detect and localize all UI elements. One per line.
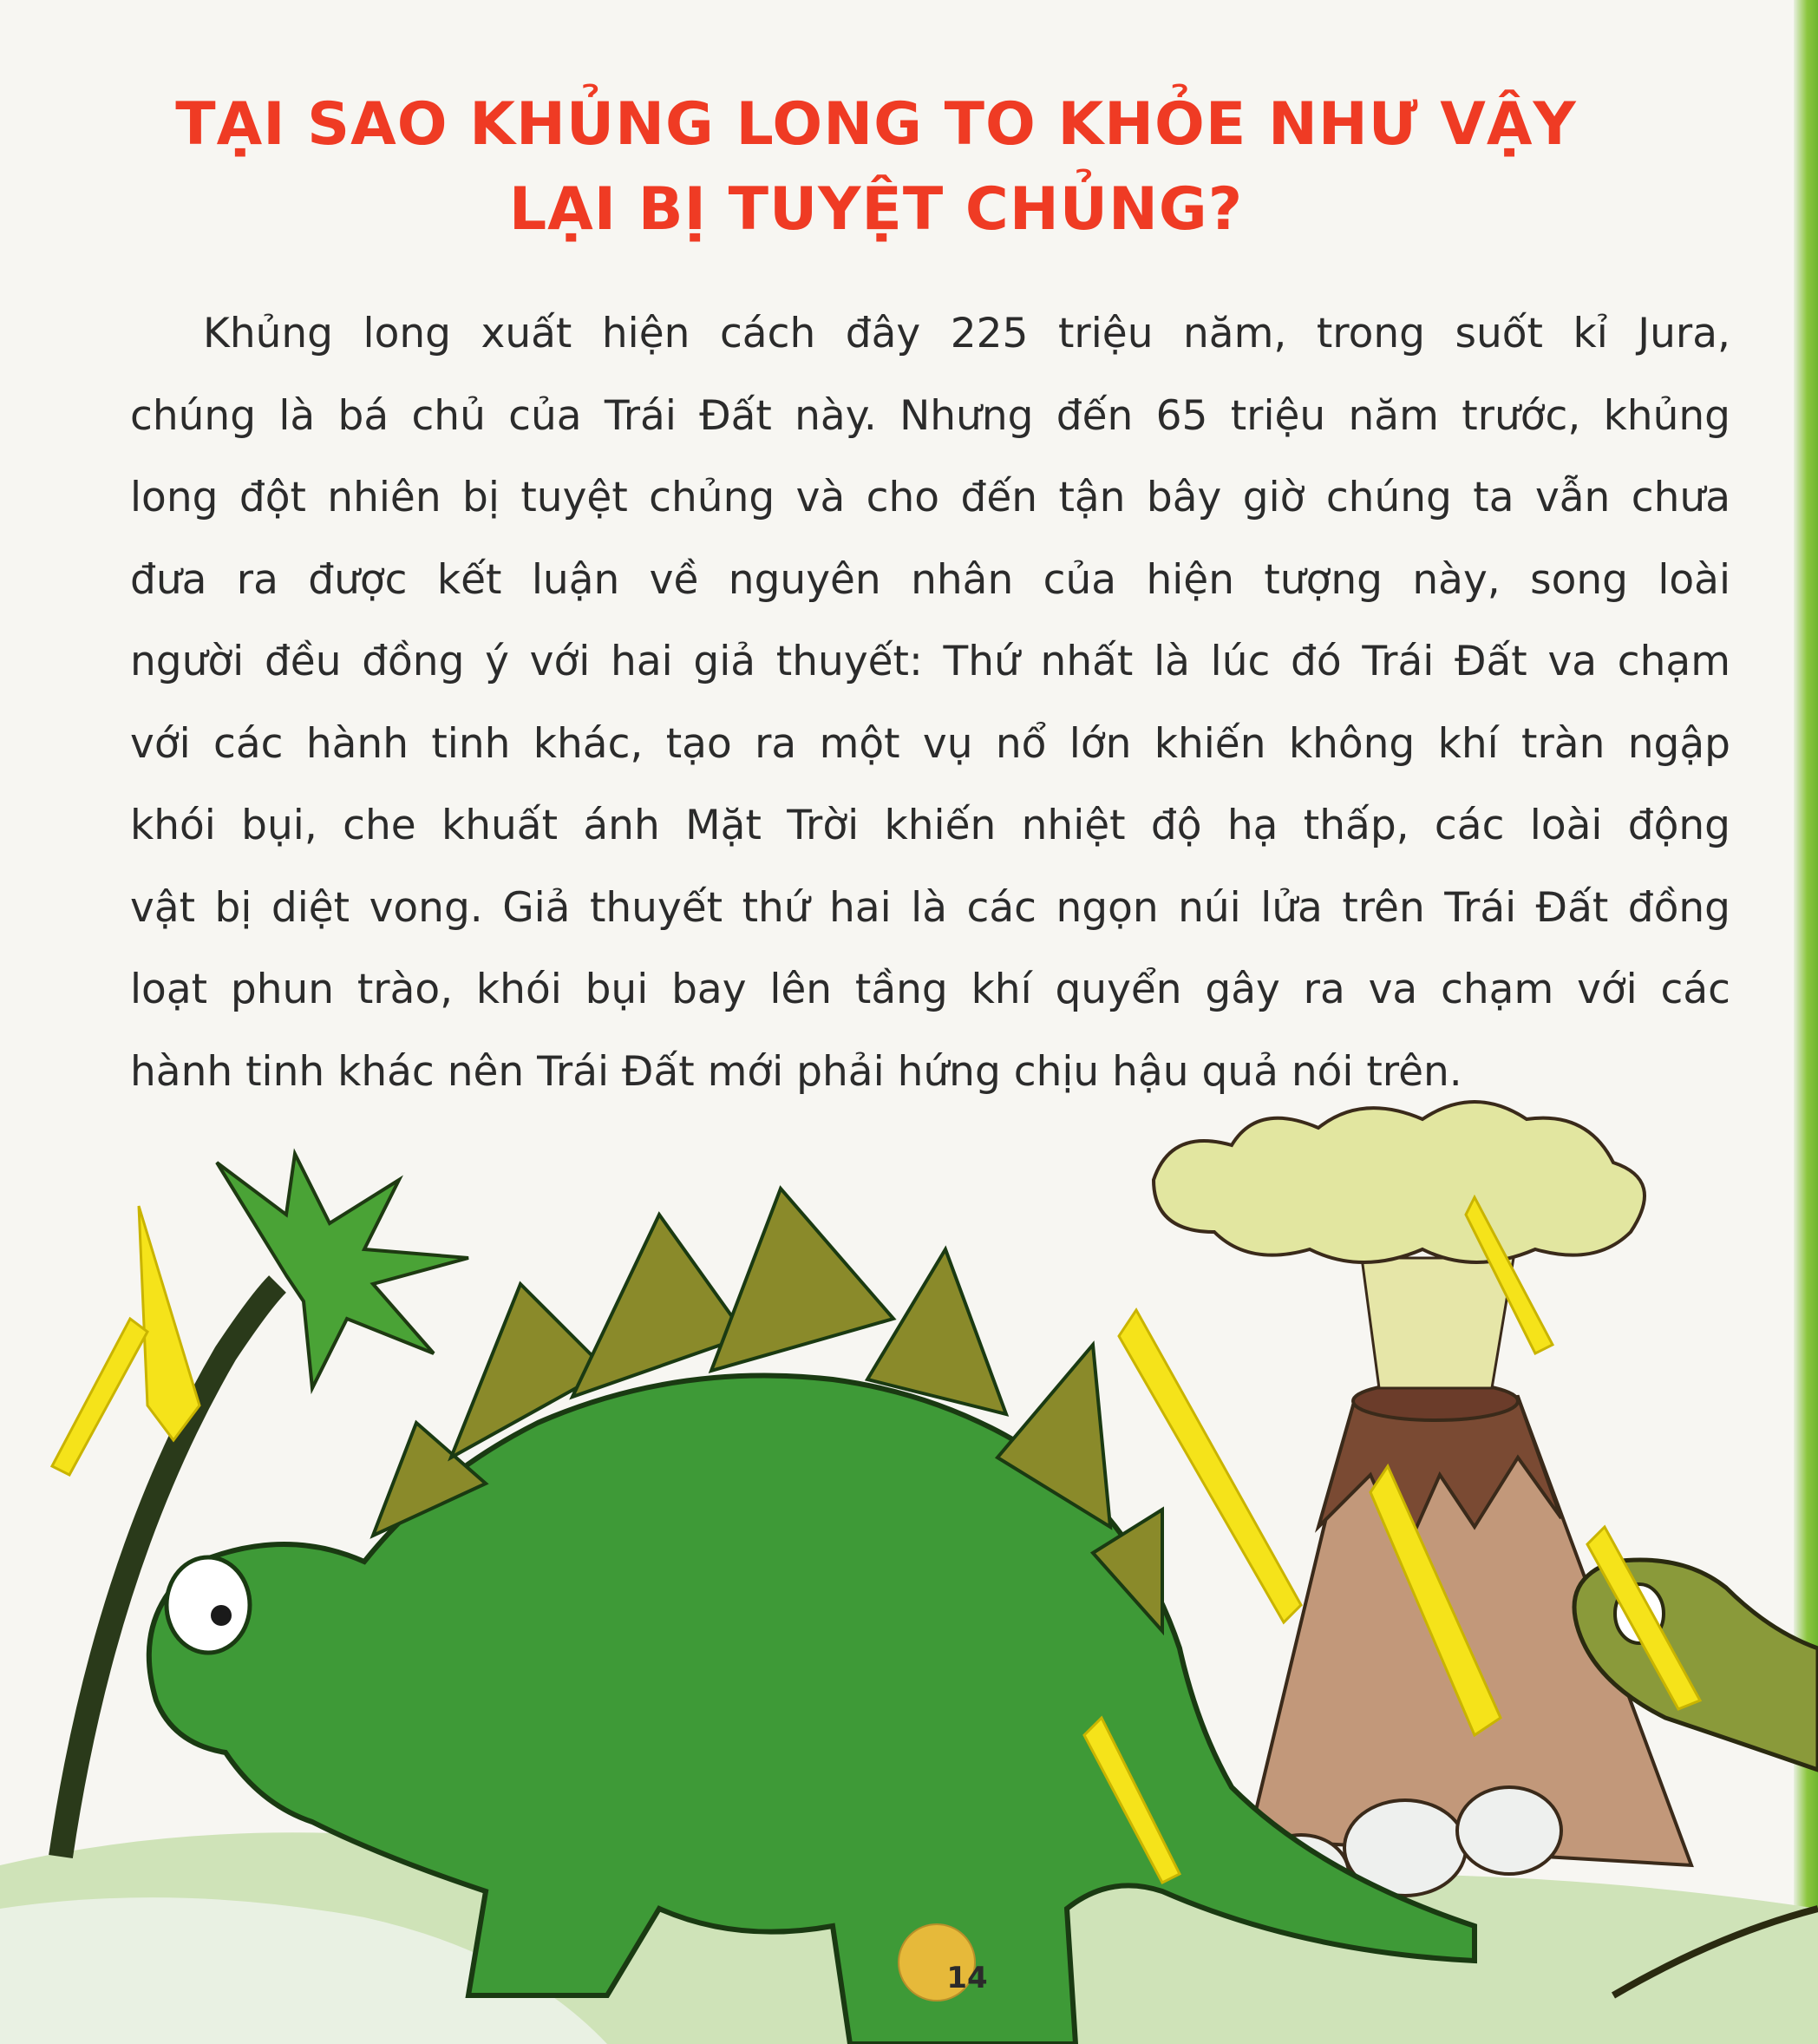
body-line: loạt phun trào, khói bụi bay lên tầng khí quyển gây ra va chạm với các bbox=[130, 966, 1730, 1013]
title-line-2: LẠI BỊ TUYỆT CHỦNG? bbox=[508, 175, 1244, 244]
body-line: đưa ra được kết luận về nguyên nhân của hiện tượng này, song loài bbox=[130, 555, 1730, 604]
body-line: vật bị diệt vong. Giả thuyết thứ hai là các ngọn núi lửa trên Trái Đất đồng bbox=[130, 883, 1730, 932]
body-line: với các hành tinh khác, tạo ra một vụ nổ lớn khiến không khí tràn ngập bbox=[130, 719, 1730, 768]
page-title bbox=[173, 82, 1579, 252]
eye bbox=[167, 1557, 250, 1653]
meteor bbox=[139, 1206, 199, 1440]
body-paragraph bbox=[130, 293, 1730, 1113]
title-line-1: TẠI SAO KHỦNG LONG TO KHỎE NHƯ VẬY bbox=[175, 90, 1577, 159]
body-line: long đột nhiên bị tuyệt chủng và cho đến tận bây giờ chúng ta vẫn chưa bbox=[130, 474, 1730, 521]
page-number: 14 bbox=[946, 1961, 988, 1995]
egg bbox=[1457, 1787, 1561, 1874]
body-line: chúng là bá chủ của Trái Đất này. Nhưng đến 65 triệu năm trước, khủng bbox=[130, 391, 1730, 440]
body-line: người đều đồng ý với hai giả thuyết: Thứ nhất là lúc đó Trái Đất va chạm bbox=[130, 638, 1730, 685]
meteor bbox=[52, 1319, 147, 1475]
body-line: hành tinh khác nên Trái Đất mới phải hứng chịu hậu quả nói trên. bbox=[130, 1047, 1462, 1096]
body-line: Khủng long xuất hiện cách đây 225 triệu năm, trong suốt kỉ Jura, bbox=[203, 310, 1730, 357]
body-line: khói bụi, che khuất ánh Mặt Trời khiến nhiệt độ hạ thấp, các loài động bbox=[130, 802, 1730, 849]
smoke-cloud bbox=[1154, 1102, 1645, 1262]
